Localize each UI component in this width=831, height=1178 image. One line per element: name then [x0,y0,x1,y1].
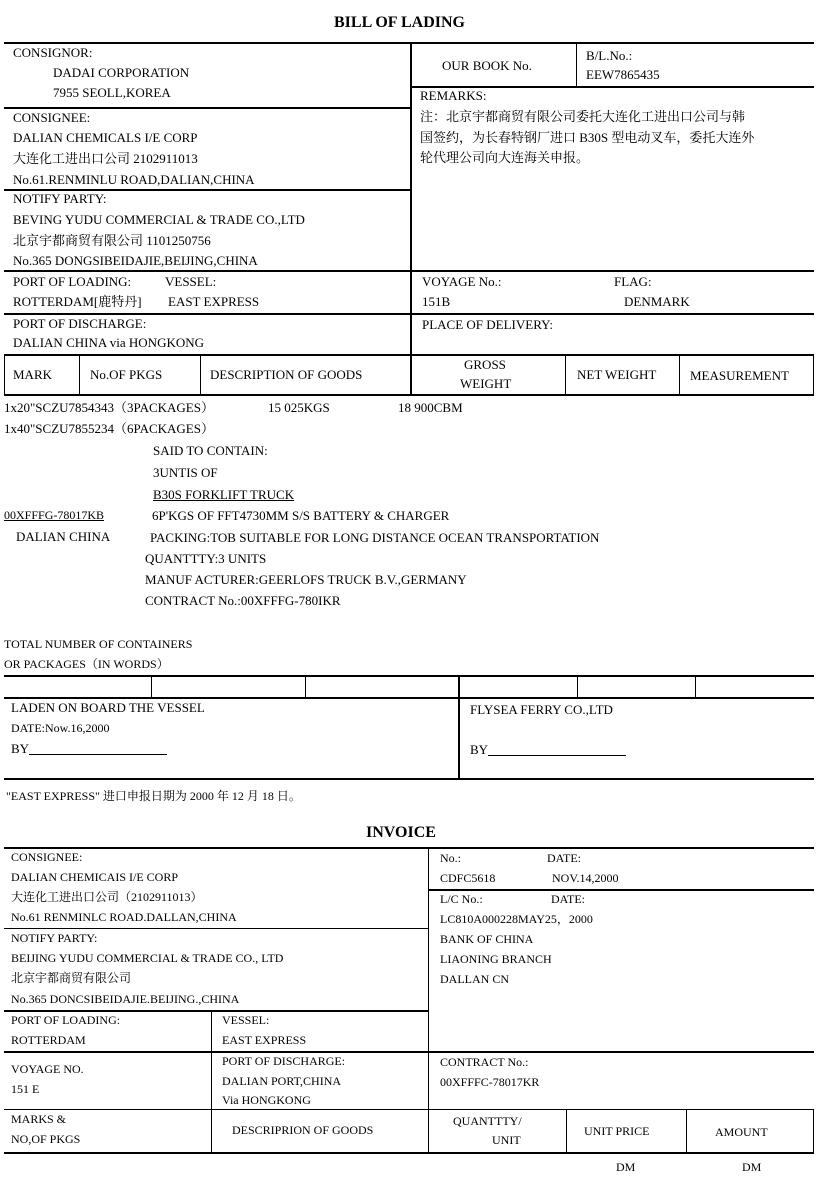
bl-no-label: B/L.No.: [586,48,633,63]
port-of-discharge-label: PORT OF DISCHARGE: [13,316,147,331]
lc-no-label: L/C No.: [440,892,483,906]
inv-port-loading-value: ROTTERDAM [11,1033,86,1047]
inv-date-value: NOV.14,2000 [552,871,619,885]
currency-amount: DM [742,1160,762,1174]
divider [679,354,680,394]
signature-line [29,742,167,755]
divider [410,42,412,394]
inv-consignee-name-cn: 大连化工进出口公司（2102911013） [11,890,203,904]
divider [565,354,566,394]
divider [4,697,814,699]
description-line: CONTRACT No.:00XFFFG-780IKR [145,593,341,608]
divider [4,928,428,929]
divider [4,778,814,780]
remarks-line: 轮代理公司向大连海关申报。 [420,150,590,165]
consignee-address: No.61.RENMINLU ROAD,DALIAN,CHINA [13,172,255,187]
port-of-loading-label: PORT OF LOADING: [13,274,132,289]
flag-value: DENMARK [624,294,690,309]
col-weight: WEIGHT [460,376,512,391]
inv-port-discharge-value: DALIAN PORT,CHINA [222,1074,342,1088]
signature-line [488,743,626,756]
divider [4,1010,428,1012]
lc-date-label: DATE: [551,892,585,906]
divider [200,354,201,394]
carrier-name: FLYSEA FERRY CO.,LTD [470,702,613,717]
notify-party-name-cn: 北京宇都商贸有限公司 1101250756 [13,233,211,248]
laden-date: DATE:Now.16,2000 [11,721,110,735]
inv-port-discharge-label: PORT OF DISCHARGE: [222,1054,346,1068]
contract-value: 00XFFFC-78017KR [440,1075,540,1089]
notify-party-address: No.365 DONGSIBEIDAJIE,BEIJING,CHINA [13,253,258,268]
inv-date-label: DATE: [547,851,581,865]
units: 3UNTIS OF [153,465,218,480]
description-line: PACKING:TOB SUITABLE FOR LONG DISTANCE OCEAN TRANSPORTATION [150,530,600,545]
by-label: BY [11,741,30,756]
lc-value: LC810A000228MAY25，2000 [440,912,593,926]
remarks-line: 注：北京宇都商贸有限公司委托大连化工进出口公司与韩 [420,109,746,124]
divider [4,675,814,677]
mark-line: 00XFFFG-78017KB [4,508,105,522]
inv-col-unit-price: UNIT PRICE [584,1124,650,1138]
currency-unit-price: DM [616,1160,636,1174]
consignor-address: 7955 SEOLL,KOREA [53,85,171,100]
col-mark: MARK [13,367,53,382]
said-to-contain: SAID TO CONTAIN: [153,443,268,458]
consignee-label: CONSIGNEE: [13,110,91,125]
divider [4,354,814,356]
bl-no-value: EEW7865435 [586,67,660,82]
notify-party-name: BEVING YUDU COMMERCIAL & TRADE CO.,LTD [13,212,305,227]
bank-line: LIAONING BRANCH [440,952,552,966]
inv-port-loading-label: PORT OF LOADING: [11,1013,121,1027]
inv-notify-address: No.365 DONCSIBEIDAJIE.BEIJING.,CHINA [11,992,240,1006]
divider [4,270,814,272]
divider [686,1109,687,1152]
container-line: 1x20"SCZU7854343（3PACKAGES） [4,400,214,415]
total-packages-label: OR PACKAGES（IN WORDS） [4,657,169,671]
our-book-no-label: OUR BOOK No. [442,58,532,73]
inv-col-marks-2: NO,OF PKGS [11,1132,81,1146]
measurement-value: 18 900CBM [398,400,463,415]
inv-consignee-label: CONSIGNEE: [11,850,83,864]
carrier-signature[interactable] [470,743,626,756]
contract-label: CONTRACT No.: [440,1055,529,1069]
divider [79,354,80,394]
bank-line: BANK OF CHINA [440,932,534,946]
divider [4,42,814,44]
inv-col-marks: MARKS & [11,1112,67,1126]
invoice-title: INVOICE [366,824,436,841]
vessel-value: EAST EXPRESS [168,294,260,309]
consignor-label: CONSIGNOR: [13,45,93,60]
description-line: MANUF ACTURER:GEERLOFS TRUCK B.V.,GERMANY [145,572,467,587]
inv-notify-name: BEIJING YUDU COMMERCIAL & TRADE CO., LTD [11,951,284,965]
divider [576,42,577,86]
remarks-line: 国签约，为长春特钢厂进口 B30S 型电动叉车，委托大连外 [420,130,755,145]
inv-notify-name-cn: 北京宇都商贸有限公司 [11,971,132,985]
divider [211,1010,212,1152]
by-label: BY [470,742,489,757]
total-packages-label: TOTAL NUMBER OF CONTAINERS [4,637,193,651]
bank-line: DALLAN CN [440,972,509,986]
description-line: 6P'KGS OF FFT4730MM S/S BATTERY & CHARGER [152,508,450,523]
divider [4,1109,814,1110]
container-line: 1x40"SCZU7855234（6PACKAGES） [4,421,214,436]
inv-port-discharge-via: Via HONGKONG [222,1093,311,1107]
divider [151,675,152,697]
mark-line: DALIAN CHINA [16,529,111,544]
inv-col-description: DESCRIPRION OF GOODS [232,1123,374,1137]
col-no-of-pkgs: No.OF PKGS [90,367,163,382]
divider [813,354,814,394]
divider [695,675,696,697]
consignee-name-cn: 大连化工进出口公司 2102911013 [13,151,198,166]
divider [428,889,814,891]
remarks-label: REMARKS: [420,88,487,103]
inv-no-value: CDFC5618 [440,871,496,885]
divider [458,675,460,778]
divider [4,1051,814,1053]
divider [577,675,578,697]
divider [566,1109,567,1152]
inv-notify-label: NOTIFY PARTY: [11,931,98,945]
vessel-label: VESSEL: [165,274,217,289]
bol-title: BILL OF LADING [334,14,465,31]
voyage-label: VOYAGE No.: [422,274,502,289]
divider [428,847,429,1051]
inv-no-label: No.: [440,851,461,865]
description-line: QUANTTTY:3 UNITS [145,551,267,566]
divider [4,1152,814,1154]
divider [305,675,306,697]
col-description: DESCRIPTION OF GOODS [210,367,363,382]
col-measurement: MEASUREMENT [690,368,789,383]
divider [428,1051,429,1152]
notify-party-label: NOTIFY PARTY: [13,191,107,206]
place-of-delivery-label: PLACE OF DELIVERY: [422,317,553,332]
gross-weight-value: 15 025KGS [268,400,330,415]
footnote: "EAST EXPRESS" 进口申报日期为 2000 年 12 月 18 日。 [6,789,301,803]
col-net-weight: NET WEIGHT [577,367,657,382]
inv-col-unit: UNIT [492,1133,521,1147]
inv-col-amount: AMOUNT [715,1125,768,1139]
divider [813,1109,814,1152]
divider [4,394,814,396]
inv-voyage-label: VOYAGE NO. [11,1062,84,1076]
inv-col-quantity: QUANTTTY/ [453,1114,522,1128]
inv-vessel-label: VESSEL: [222,1013,270,1027]
product: B30S FORKLIFT TRUCK [153,487,295,502]
inv-consignee-address: No.61 RENMINLC ROAD.DALLAN,CHINA [11,910,237,924]
inv-voyage-value: 151 E [11,1082,40,1096]
voyage-value: 151B [422,294,451,309]
consignor-name: DADAI CORPORATION [53,65,190,80]
laden-signature[interactable] [11,742,167,755]
divider [4,354,5,394]
divider [4,847,814,849]
consignee-name: DALIAN CHEMICALS I/E CORP [13,130,198,145]
port-of-discharge-value: DALIAN CHINA via HONGKONG [13,335,205,350]
col-gross: GROSS [464,357,506,372]
divider [4,107,410,109]
port-of-loading-value: ROTTERDAM[鹿特丹] [13,294,142,309]
inv-vessel-value: EAST EXPRESS [222,1033,307,1047]
flag-label: FLAG: [614,274,652,289]
laden-label: LADEN ON BOARD THE VESSEL [11,700,205,715]
inv-consignee-name: DALIAN CHEMICAIS I/E CORP [11,870,179,884]
divider [4,313,814,315]
